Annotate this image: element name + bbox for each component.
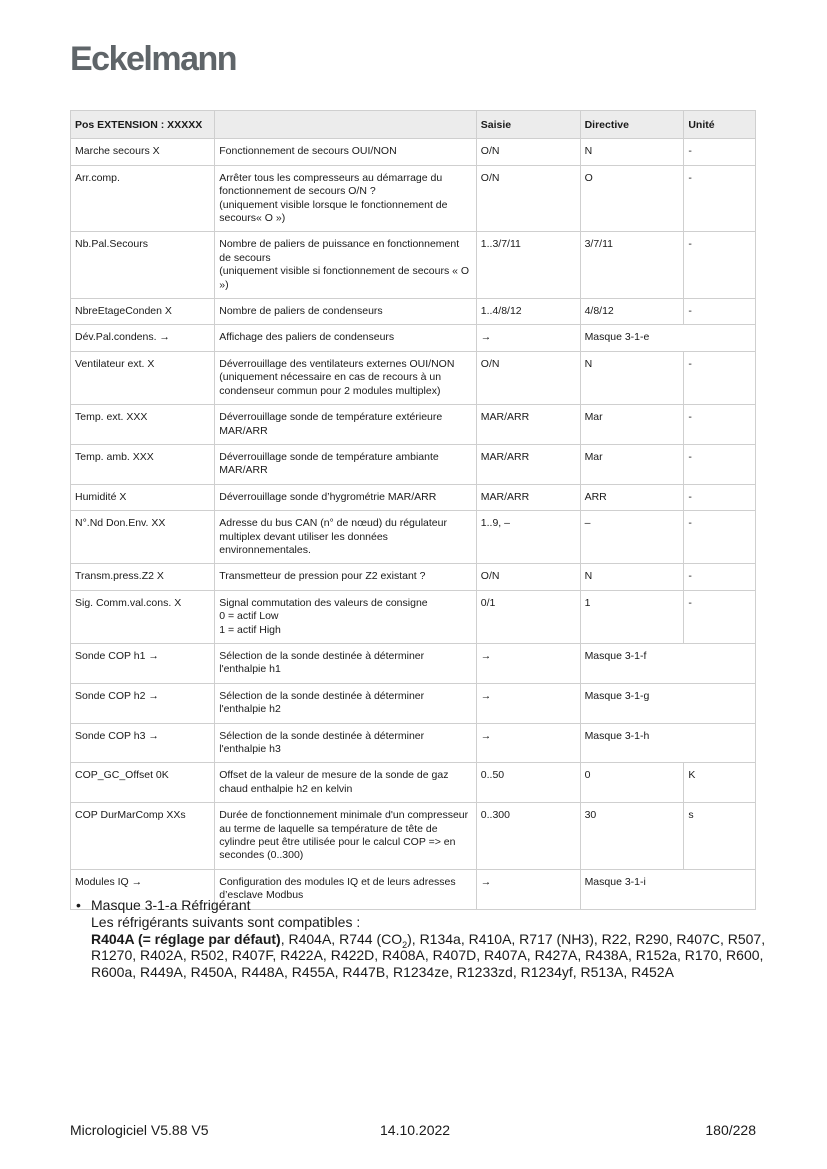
cell-saisie: 0..300 — [476, 803, 580, 870]
table-row — [71, 643, 756, 683]
cell-saisie: MAR/ARR — [476, 405, 580, 445]
cell-unite: s — [684, 803, 756, 870]
cell-pos: N°.Nd Don.Env. XX — [71, 511, 215, 564]
cell-directive: Masque 3-1-i — [580, 869, 755, 909]
refrigerant-note — [76, 897, 766, 981]
cell-pos: NbreEtageConden X — [71, 299, 215, 325]
cell-unite: - — [684, 299, 756, 325]
cell-saisie: MAR/ARR — [476, 444, 580, 484]
cell-description: Sélection de la sonde destinée à déterminer l'enthalpie h3 — [215, 723, 477, 763]
table-row — [71, 232, 756, 299]
cell-pos: Sonde COP h1 → — [71, 643, 215, 683]
cell-saisie: → — [476, 869, 580, 909]
cell-pos: Transm.press.Z2 X — [71, 564, 215, 590]
table-row — [71, 405, 756, 445]
table-row — [71, 165, 756, 232]
cell-description: Déverrouillage sonde d’hygrométrie MAR/ARR — [215, 484, 477, 510]
cell-unite: - — [684, 484, 756, 510]
cell-description: Configuration des modules IQ et de leurs adresses d’esclave Modbus — [215, 869, 477, 909]
cell-directive: Mar — [580, 405, 684, 445]
co2-subscript: 2 — [402, 939, 408, 950]
table-row — [71, 444, 756, 484]
header-saisie: Saisie — [476, 111, 580, 139]
cell-pos: Temp. amb. XXX — [71, 444, 215, 484]
cell-pos: Ventilateur ext. X — [71, 351, 215, 404]
table-row — [71, 351, 756, 404]
cell-saisie: → — [476, 683, 580, 723]
header-pos: Pos EXTENSION : XXXXX — [71, 111, 215, 139]
cell-directive: Mar — [580, 444, 684, 484]
cell-unite: - — [684, 444, 756, 484]
cell-unite: - — [684, 165, 756, 232]
cell-unite: - — [684, 590, 756, 643]
header-directive: Directive — [580, 111, 684, 139]
cell-saisie: → — [476, 723, 580, 763]
cell-saisie: O/N — [476, 564, 580, 590]
table-row — [71, 139, 756, 165]
table-row — [71, 763, 756, 803]
footer-firmware: Micrologiciel V5.88 V5 — [70, 1122, 209, 1138]
table-row — [71, 723, 756, 763]
footer-date: 14.10.2022 — [380, 1122, 451, 1138]
parameter-table — [70, 110, 756, 910]
cell-directive: Masque 3-1-h — [580, 723, 755, 763]
cell-description: Déverrouillage sonde de température ambiante MAR/ARR — [215, 444, 477, 484]
cell-pos: Marche secours X — [71, 139, 215, 165]
cell-pos: Humidité X — [71, 484, 215, 510]
cell-pos: COP_GC_Offset 0K — [71, 763, 215, 803]
cell-description: Nombre de paliers de puissance en fonctionnement de secours (uniquement visible si fonctionnement de secours « O ») — [215, 232, 477, 299]
cell-directive: 30 — [580, 803, 684, 870]
note-intro: Les réfrigérants suivants sont compatibles : — [91, 913, 361, 930]
table-row — [71, 299, 756, 325]
cell-pos: Sonde COP h3 → — [71, 723, 215, 763]
cell-description: Affichage des paliers de condenseurs — [215, 325, 477, 351]
header-unite: Unité — [684, 111, 756, 139]
cell-directive: – — [580, 511, 684, 564]
cell-description: Offset de la valeur de mesure de la sonde de gaz chaud enthalpie h2 en kelvin — [215, 763, 477, 803]
cell-directive: 0 — [580, 763, 684, 803]
cell-description: Signal commutation des valeurs de consigne 0 = actif Low 1 = actif High — [215, 590, 477, 643]
cell-pos: Arr.comp. — [71, 165, 215, 232]
cell-description: Transmetteur de pression pour Z2 existant ? — [215, 564, 477, 590]
cell-unite: - — [684, 232, 756, 299]
cell-saisie: 1..4/8/12 — [476, 299, 580, 325]
cell-directive: Masque 3-1-f — [580, 643, 755, 683]
cell-saisie: 0..50 — [476, 763, 580, 803]
cell-saisie: O/N — [476, 351, 580, 404]
note-title: Masque 3-1-a Réfrigérant — [91, 897, 251, 913]
cell-saisie: → — [476, 643, 580, 683]
cell-description: Nombre de paliers de condenseurs — [215, 299, 477, 325]
bullet: • — [76, 897, 81, 913]
refrigerant-list-part1: , R404A, R744 (CO — [280, 930, 403, 947]
cell-description: Adresse du bus CAN (n° de nœud) du régulateur multiplex devant utiliser les données environnementales. — [215, 511, 477, 564]
cell-directive: N — [580, 564, 684, 590]
cell-description: Sélection de la sonde destinée à déterminer l'enthalpie h2 — [215, 683, 477, 723]
cell-directive: Masque 3-1-e — [580, 325, 755, 351]
cell-description: Déverrouillage des ventilateurs externes OUI/NON (uniquement nécessaire en cas de recours à un condenseur commun pour 2 modules multiplex) — [215, 351, 477, 404]
default-refrigerant: R404A (= réglage par défaut) — [91, 930, 281, 947]
header-description — [215, 111, 477, 139]
cell-pos: COP DurMarComp XXs — [71, 803, 215, 870]
cell-directive: Masque 3-1-g — [580, 683, 755, 723]
footer-page-number: 180/228 — [705, 1122, 756, 1138]
cell-directive: 1 — [580, 590, 684, 643]
cell-description: Arrêter tous les compresseurs au démarrage du fonctionnement de secours O/N ? (uniquement visible lorsque le fonctionnement de secours« O ») — [215, 165, 477, 232]
refrigerant-list — [91, 931, 766, 981]
table-row — [71, 590, 756, 643]
table-row — [71, 803, 756, 870]
table-body — [71, 139, 756, 909]
cell-pos: Sonde COP h2 → — [71, 683, 215, 723]
cell-unite: - — [684, 511, 756, 564]
refrigerant-list-part2: ), R134a, R410A, R717 (NH3), R22, R290, R407C, R507, R1270, R402A, R502, R407F, R422A, R422D, R408A, R407D, R407A, R427A, R438A, R152a, R170, R600, R600a, R449A, R450A, R448A, R455A, R447B, R1234ze, R1233zd, R1234yf, R513A, R452A — [91, 930, 766, 981]
cell-saisie: O/N — [476, 139, 580, 165]
cell-description: Fonctionnement de secours OUI/NON — [215, 139, 477, 165]
cell-pos: Dév.Pal.condens. → — [71, 325, 215, 351]
cell-pos: Sig. Comm.val.cons. X — [71, 590, 215, 643]
cell-unite: K — [684, 763, 756, 803]
cell-description: Durée de fonctionnement minimale d'un compresseur au terme de laquelle sa température de tête de cylindre peut être utilisée pour le calcul COP => en secondes (0..300) — [215, 803, 477, 870]
cell-unite: - — [684, 351, 756, 404]
cell-directive: O — [580, 165, 684, 232]
table-row — [71, 511, 756, 564]
cell-pos: Modules IQ → — [71, 869, 215, 909]
cell-directive: 3/7/11 — [580, 232, 684, 299]
cell-description: Sélection de la sonde destinée à déterminer l'enthalpie h1 — [215, 643, 477, 683]
cell-saisie: 1..9, – — [476, 511, 580, 564]
cell-unite: - — [684, 405, 756, 445]
cell-directive: 4/8/12 — [580, 299, 684, 325]
cell-directive: ARR — [580, 484, 684, 510]
cell-saisie: 1..3/7/11 — [476, 232, 580, 299]
cell-unite: - — [684, 139, 756, 165]
table-header-row — [71, 111, 756, 139]
cell-saisie: 0/1 — [476, 590, 580, 643]
cell-directive: N — [580, 351, 684, 404]
cell-directive: N — [580, 139, 684, 165]
cell-saisie: → — [476, 325, 580, 351]
table-row — [71, 325, 756, 351]
cell-description: Déverrouillage sonde de température extérieure MAR/ARR — [215, 405, 477, 445]
cell-pos: Nb.Pal.Secours — [71, 232, 215, 299]
table-row — [71, 484, 756, 510]
cell-saisie: MAR/ARR — [476, 484, 580, 510]
cell-pos: Temp. ext. XXX — [71, 405, 215, 445]
cell-saisie: O/N — [476, 165, 580, 232]
cell-unite: - — [684, 564, 756, 590]
eckelmann-logo: Eckelmann — [70, 40, 237, 78]
table-row — [71, 683, 756, 723]
table-row — [71, 564, 756, 590]
